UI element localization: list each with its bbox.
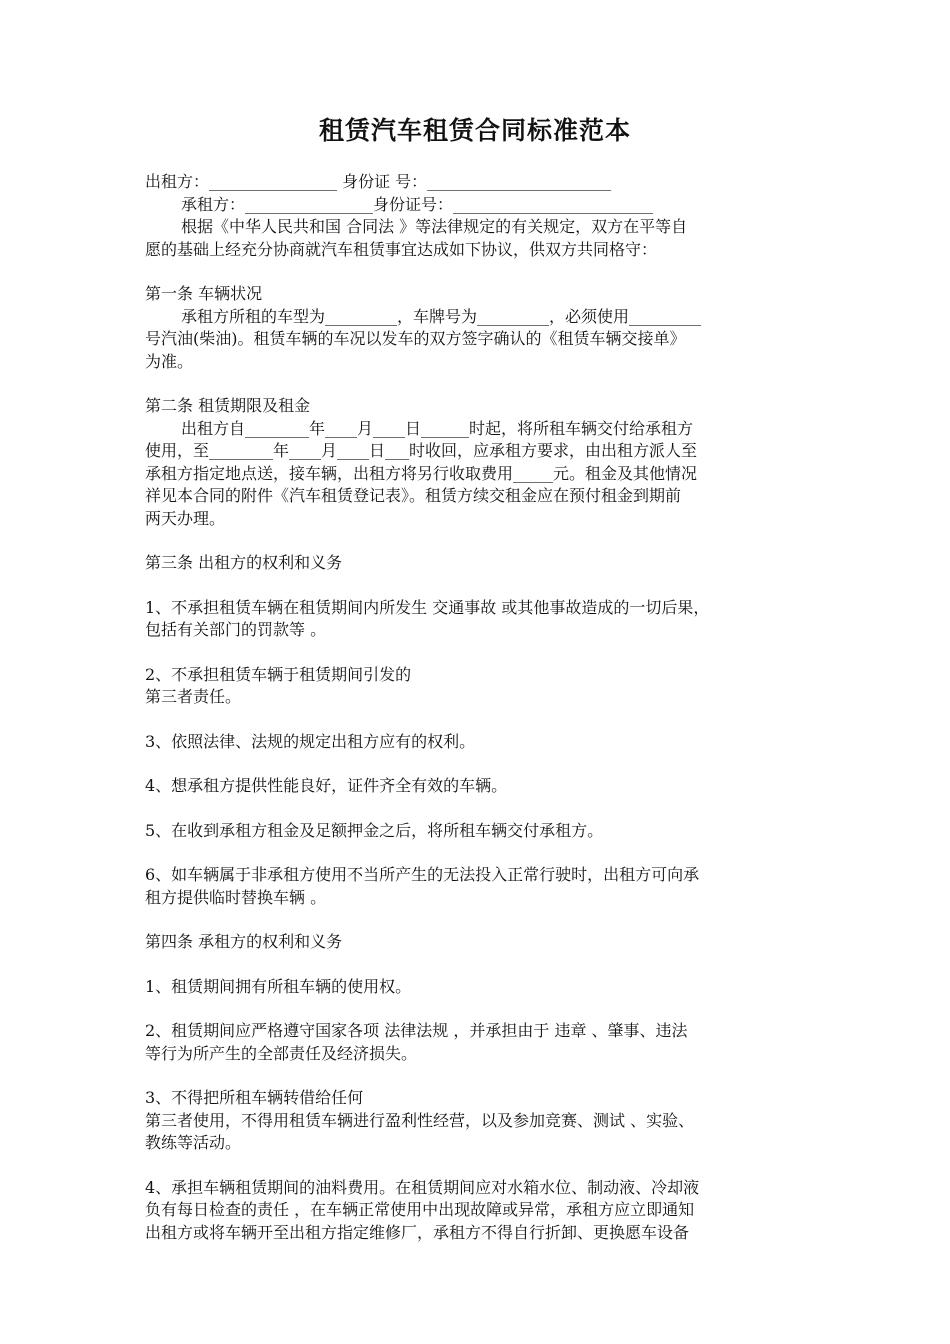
list-item: 4、想承租方提供性能良好，证件齐全有效的车辆。 <box>145 776 508 795</box>
article-text: 为准。 <box>145 351 194 371</box>
list-item: 1、不承担租赁车辆在租赁期间内所发生 交通事故 或其他事故造成的一切后果， <box>145 597 710 617</box>
article-text: 出租方自________年____月____日______时起，将所租车辆交付给承租方 <box>181 418 694 438</box>
list-item: 3、依照法律、法规的规定出租方应有的权利。 <box>145 731 476 751</box>
list-item: 第三者责任。 <box>145 687 242 706</box>
article-heading: 第一条 车辆状况 <box>145 284 263 303</box>
article-text: 两天办理。 <box>145 508 226 528</box>
article-heading: 第三条 出租方的权利和义务 <box>145 553 343 572</box>
list-item: 第三者使用，不得用租赁车辆进行盈利性经营，以及参加竞赛、测试 、实验、 <box>145 1110 695 1130</box>
article-heading: 第四条 承租方的权利和义务 <box>145 932 343 951</box>
intro-line: 愿的基础上经充分协商就汽车租赁事宜达成如下协议，供双方共同格守： <box>145 239 658 259</box>
lessor-line: 出租方：________________ 身份证 号：_______________________ <box>145 172 612 191</box>
article-text: 承租方指定地点送，接车辆，出租方将另行收取费用_____元。租金及其他情况 <box>145 463 698 483</box>
intro-line: 根据《中华人民共和国 合同法 》等法律规定的有关规定，双方在平等自 <box>181 217 688 236</box>
list-item: 出租方或将车辆开至出租方指定维修厂，承租方不得自行折卸、更换愿车设备 <box>145 1222 690 1242</box>
list-item: 1、租赁期间拥有所租车辆的使用权。 <box>145 976 412 996</box>
article-text: 号汽油(柴油)。租赁车辆的车况以发车的双方签字确认的《租赁车辆交接单》 <box>145 329 686 348</box>
list-item: 等行为所产生的全部责任及经济损失。 <box>145 1043 418 1063</box>
list-item: 负有每日检查的责任 ，在车辆正常使用中出现故障或异常，承租方应立即通知 <box>145 1200 695 1219</box>
article-heading: 第二条 租赁期限及租金 <box>145 396 311 415</box>
list-item: 教练等活动。 <box>145 1133 242 1152</box>
list-item: 2、租赁期间应严格遵守国家各项 法律法规 ，并承担由于 违章 、肇事、违法 <box>145 1021 688 1040</box>
list-item: 6、如车辆属于非承租方使用不当所产生的无法投入正常行驶时，出租方可向承 <box>145 865 700 884</box>
article-text: 承租方所租的车型为_________，车牌号为_________，必须使用_________ <box>181 306 702 326</box>
lessee-line: 承租方：________________身份证号：_________________________ <box>181 194 654 214</box>
article-text: 祥见本合同的附件《汽车租赁登记表》。租赁方续交租金应在预付租金到期前 <box>145 486 682 505</box>
list-item: 3、不得把所租车辆转借给任何 <box>145 1088 364 1107</box>
document-title: 租赁汽车租赁合同标准范本 <box>318 116 631 145</box>
list-item: 包括有关部门的罚款等 。 <box>145 620 327 639</box>
article-text: 使用，至________年____月____日___时收回，应承租方要求，由出租方派人至 <box>145 441 698 460</box>
list-item: 租方提供临时替换车辆 。 <box>145 887 327 907</box>
document-body <box>145 171 810 1244</box>
list-item: 5、在收到承租方租金及足额押金之后，将所租车辆交付承租方。 <box>145 820 604 840</box>
list-item: 2、不承担租赁车辆于租赁期间引发的 <box>145 664 412 684</box>
list-item: 4、承担车辆租赁期间的油料费用。在租赁期间应对水箱水位、制动液、冷却液 <box>145 1177 700 1197</box>
